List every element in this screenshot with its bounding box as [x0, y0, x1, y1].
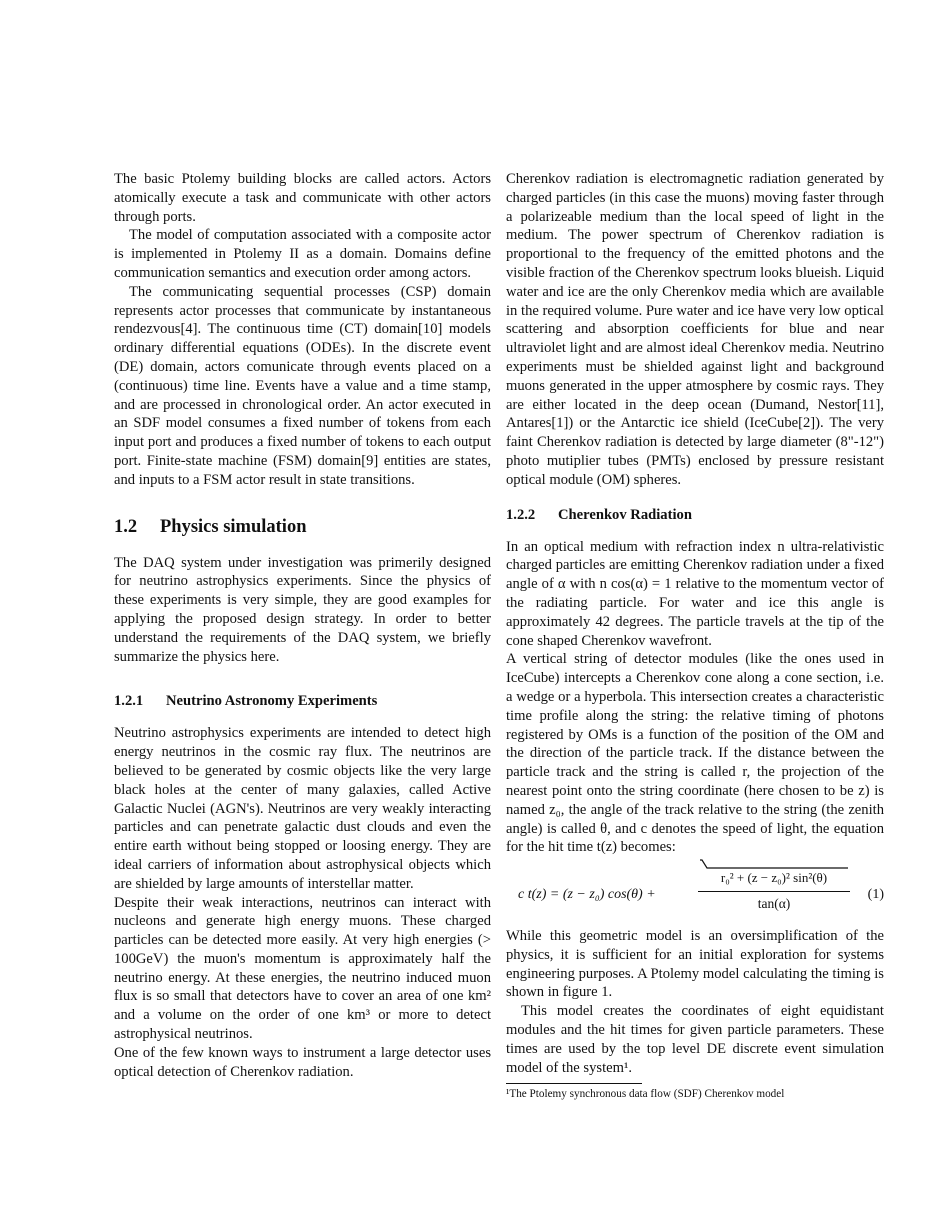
section-heading-physics	[114, 516, 491, 538]
subsection-heading-cherenkov	[506, 506, 884, 524]
paragraph-daq-intro: The DAQ system under investigation was primerily designed for neutrino astrophysics experiments. Since the physics of these experiments is very simple, they are good examples for applying the proposed design strategy. In order to better understand the requirements of the DAQ system, we briefly summarize the physics here.	[114, 554, 491, 665]
footnote: ¹The Ptolemy synchronous data flow (SDF) Cherenkov model	[506, 1088, 785, 1101]
sqrt-sign-icon	[698, 859, 850, 869]
paragraph-actors: The basic Ptolemy building blocks are called actors. Actors atomically execute a task and communicate with other actors through ports.	[114, 171, 491, 225]
subsection-title: Cherenkov Radiation	[558, 506, 692, 523]
right-column	[506, 170, 884, 1101]
subsection-number: 1.2.1	[114, 693, 144, 710]
equation-numerator: r₀² + (z − z₀)² sin²(θ)	[720, 870, 828, 886]
section-number: 1.2	[114, 516, 138, 537]
subsection-number: 1.2.2	[506, 506, 536, 523]
subsection-heading-neutrino	[114, 692, 491, 710]
paragraph-detector-string: A vertical string of detector modules (like the ones used in IceCube) intercepts a Cherenkov cone along a cone section, i.e. a wedge or a hyperbola. This intersection creates a characteristic time profile along the string: the relative timing of photons registered by OMs is a function of the position of the OM and the direction of the particle track. If the distance between the particle track and the string is called r, the projection of the nearest point onto the string coordinate (here chosen to be z) is named z₀, the angle of the track relative to the string (the zenith angle) is called θ, and c denotes the speed of light, the equation for the hit time t(z) becomes:	[506, 651, 884, 856]
paragraph-optical-detection: One of the few known ways to instrument a large detector uses optical detection of Cherenkov radiation.	[114, 1044, 491, 1080]
footnote-rule	[506, 1083, 642, 1084]
fraction-bar	[698, 891, 850, 892]
paragraph-domains-list: The communicating sequential processes (CSP) domain represents actor processes that communicate by instantaneous rendezvous[4]. The continuous time (CT) domain[10] models ordinary differential equations (ODEs). In the discrete event (DE) domain, actors comunicate through events placed on a (continuous) time line. Events have a value and a time stamp, and are processed in chronological order. An actor executed in an SDF model consumes a fixed number of tokens from each input port and produces a fixed number of tokens to each output port. Finite-state machine (FSM) domain[9] entities are states, and inputs to a FSM actor result in state transitions.	[114, 283, 491, 488]
left-column	[114, 170, 491, 1081]
paragraph-refraction: In an optical medium with refraction index n ultra-relativistic charged particles are emitting Cherenkov radiation under a fixed angle of α with n cos(α) = 1 relative to the momentum vector of the radiating particle. For water and ice this angle is approximately 42 degrees. The particle travels at the tip of the cone shaped Cherenkov wavefront.	[506, 538, 884, 649]
equation-denominator: tan(α)	[757, 896, 791, 912]
paragraph-neutrino-experiments: Neutrino astrophysics experiments are intended to detect high energy neutrinos in the cosmic ray flux. The neutrinos are believed to be generated by cosmic objects like the very large black holes at the center of many galaxies, called Active Galactic Nuclei (AGN's). Neutrinos are very weakly interacting particles and can penetrate galactic dust clouds and even the entire earth without being stopped or loosing energy. They are ideal carriers of information about astrophysical objects which are shielded by large amounts of interstellar matter.	[114, 725, 491, 892]
subsection-title: Neutrino Astronomy Experiments	[166, 693, 378, 710]
paragraph-cherenkov-radiation: Cherenkov radiation is electromagnetic radiation generated by charged particles (in this case the muons) moving faster through a polarizeable medium than the local speed of light in the medium. The power spectrum of Cherenkov radiation is proportional to the frequency of the emitted photons and the visible fraction of the Cherenkov spectrum looks blueish. Liquid water and ice are the only Cherenkov media which are available in the required volume. Pure water and ice have very low optical scattering and absorption coefficients for blue and near ultraviolet light and are almost ideal Cherenkov media. Neutrino experiments must be shielded against light and background muons generated in the upper atmosphere by cosmic rays. They are either located in the deep ocean (Dumand, Nestor[11], Antares[1]) or the Antarctic ice shield (IceCube[2]). The very faint Cherenkov radiation is detected by large diameter (8"-12") photo mutiplier tubes (PMTs) enclosed by pressure resistant optical module (OM) spheres.	[506, 171, 884, 488]
paragraph-geometric-model: While this geometric model is an oversimplification of the physics, it is sufficient for an initial exploration for systems engineering purposes. A Ptolemy model calculating the timing is shown in figure 1.	[506, 928, 884, 1001]
equation-lhs: c t(z) = (z − z₀) cos(θ) +	[518, 887, 656, 903]
section-title: Physics simulation	[160, 516, 307, 537]
equation-number: (1)	[867, 887, 884, 903]
equation-hit-time	[506, 859, 884, 923]
paragraph-domain: The model of computation associated with a composite actor is implemented in Ptolemy II as a domain. Domains define communication semantics and execution order among actors.	[114, 227, 491, 281]
paragraph-model-coordinates: This model creates the coordinates of eight equidistant modules and the hit times for given particle parameters. These times are used by the top level DE discrete event simulation model of the system¹.	[506, 1003, 884, 1076]
paragraph-weak-interactions: Despite their weak interactions, neutrinos can interact with nucleons and generate high energy muons. These charged particles can be detected more easily. At very high energies (> 100GeV) the muon's momentum is approximately half the neutrino energy. At these energies, the neutrino induced muon flux is so small that detectors have to cover an area of one km² and a volume on the order of one km³ or more to detect astrophysical neutrinos.	[114, 894, 491, 1043]
